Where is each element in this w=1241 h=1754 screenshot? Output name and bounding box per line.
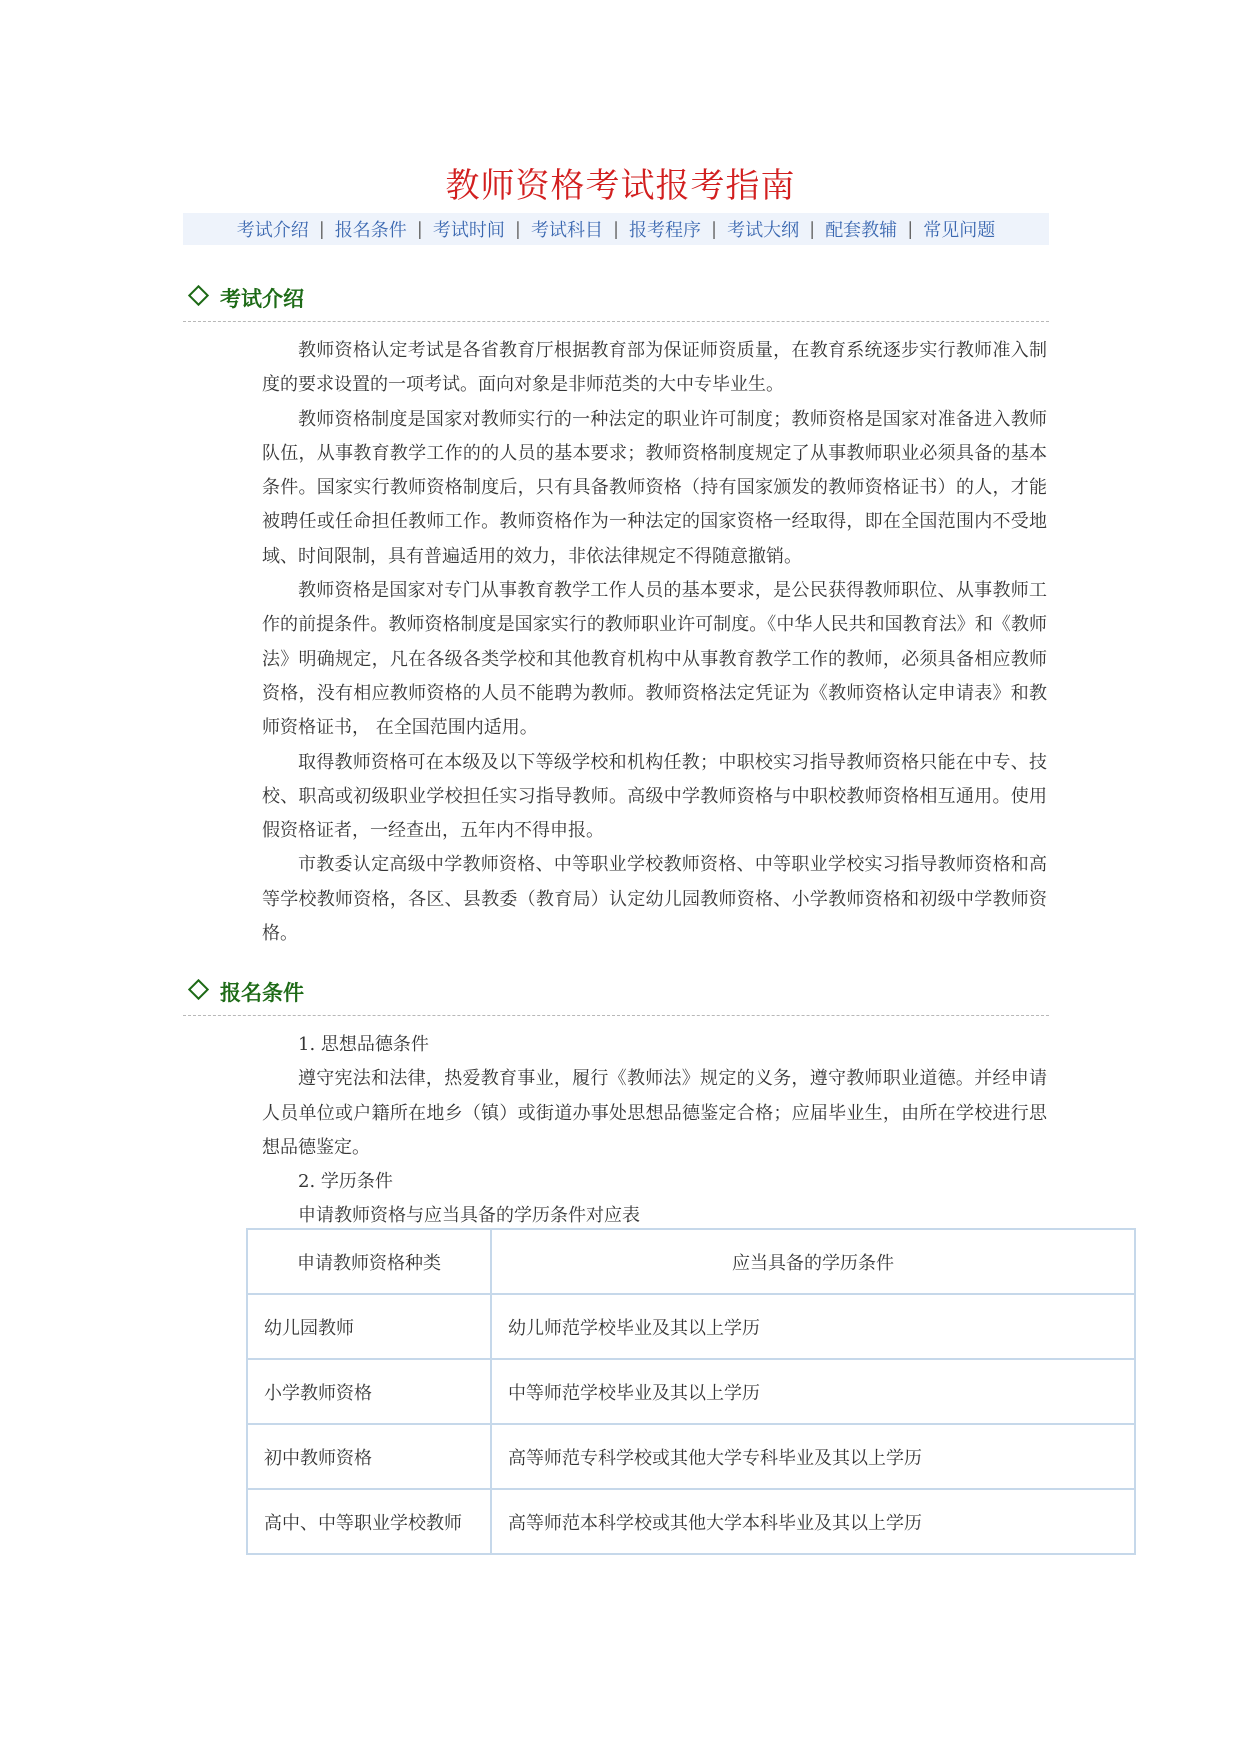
- paragraph: 教师资格制度是国家对教师实行的一种法定的职业许可制度；教师资格是国家对准备进入教师队伍，从事教育教学工作的的人员的基本要求；教师资格制度规定了从事教师职业必须具备的基本条件。国家实行教师资格制度后，只有具备教师资格（持有国家颁发的教师资格证书）的人，才能被聘任或任命担任教师工作。教师资格作为一种法定的国家资格一经取得，即在全国范围内不受地域、时间限制，具有普遍适用的效力，非依法律规定不得随意撤销。: [262, 408, 1047, 567]
- table-row: [247, 1489, 1135, 1554]
- table-cell: 高等师范专科学校或其他大学专科毕业及其以上学历: [491, 1424, 1135, 1489]
- paragraph: 遵守宪法和法律，热爱教育事业，履行《教师法》规定的义务，遵守教师职业道德。并经申请人员单位或户籍所在地乡（镇）或街道办事处思想品德鉴定合格；应届毕业生，由所在学校进行思想品德鉴定。: [262, 1068, 1047, 1158]
- nav-separator: |: [711, 218, 718, 240]
- table-row: [247, 1294, 1135, 1359]
- subheading-education: 2. 学历条件: [298, 1171, 393, 1193]
- section-heading-conditions: [183, 975, 1049, 1016]
- section-heading-label: 考试介绍: [191, 283, 304, 313]
- table-cell: 高中、中等职业学校教师: [247, 1489, 491, 1554]
- nav-link-time[interactable]: 考试时间: [432, 220, 505, 241]
- nav-link-intro[interactable]: 考试介绍: [236, 220, 309, 241]
- table-cell: 幼儿园教师: [247, 1294, 491, 1359]
- paragraph: 教师资格是国家对专门从事教育教学工作人员的基本要求，是公民获得教师职位、从事教师工作的前提条件。教师资格制度是国家实行的教师职业许可制度。《中华人民共和国教育法》和《教师法》明确规定，凡在各级各类学校和其他教育机构中从事教育教学工作的教师，必须具备相应教师资格，没有相应教师资格的人员不能聘为教师。教师资格法定凭证为《教师资格认定申请表》和教师资格证书， 在全国范围内适用。: [262, 580, 1047, 739]
- table-caption: 申请教师资格与应当具备的学历条件对应表: [298, 1205, 640, 1227]
- nav-separator: |: [318, 218, 325, 240]
- conditions-body: [262, 1028, 1047, 1234]
- diamond-icon: [188, 979, 209, 1000]
- nav-link-faq[interactable]: 常见问题: [923, 220, 996, 241]
- nav-separator: |: [907, 218, 914, 240]
- table-row: [247, 1424, 1135, 1489]
- section-heading-intro: [183, 281, 1049, 322]
- table-cell: 初中教师资格: [247, 1424, 491, 1489]
- table-cell: 高等师范本科学校或其他大学本科毕业及其以上学历: [491, 1489, 1135, 1554]
- intro-body: [262, 334, 1047, 951]
- nav-separator: |: [612, 218, 620, 240]
- nav-separator: |: [416, 218, 423, 240]
- nav-link-conditions[interactable]: 报名条件: [334, 220, 407, 241]
- education-requirements-table: [246, 1228, 1136, 1555]
- nav-link-materials[interactable]: 配套教辅: [825, 220, 898, 241]
- page-title: 教师资格考试报考指南: [445, 166, 796, 206]
- nav-link-procedure[interactable]: 报考程序: [629, 220, 702, 241]
- paragraph: 教师资格认定考试是各省教育厅根据教育部为保证师资质量，在教育系统逐步实行教师准入制度的要求设置的一项考试。面向对象是非师范类的大中专毕业生。: [262, 340, 1047, 396]
- nav-link-subjects[interactable]: 考试科目: [530, 220, 603, 241]
- table-cell: 小学教师资格: [247, 1359, 491, 1424]
- column-header: 申请教师资格种类: [247, 1229, 491, 1294]
- nav-separator: |: [514, 218, 521, 240]
- nav-link-syllabus[interactable]: 考试大纲: [727, 220, 800, 241]
- diamond-icon: [188, 285, 209, 306]
- subheading-moral: 1. 思想品德条件: [298, 1034, 429, 1055]
- nav-separator: |: [809, 218, 816, 240]
- paragraph: 取得教师资格可在本级及以下等级学校和机构任教；中职校实习指导教师资格只能在中专、技校、职高或初级职业学校担任实习指导教师。高级中学教师资格与中职校教师资格相互通用。使用假资格证者，一经查出，五年内不得申报。: [262, 751, 1047, 842]
- section-heading-label: 报名条件: [191, 977, 304, 1007]
- section-nav: [183, 213, 1049, 245]
- table-row: [247, 1359, 1135, 1424]
- paragraph: 市教委认定高级中学教师资格、中等职业学校教师资格、中等职业学校实习指导教师资格和高等学校教师资格，各区、县教委（教育局）认定幼儿园教师资格、小学教师资格和初级中学教师资格。: [262, 854, 1047, 945]
- table-header-row: [247, 1229, 1135, 1294]
- table-cell: 幼儿师范学校毕业及其以上学历: [491, 1294, 1135, 1359]
- column-header: 应当具备的学历条件: [491, 1229, 1135, 1294]
- table-cell: 中等师范学校毕业及其以上学历: [491, 1359, 1135, 1424]
